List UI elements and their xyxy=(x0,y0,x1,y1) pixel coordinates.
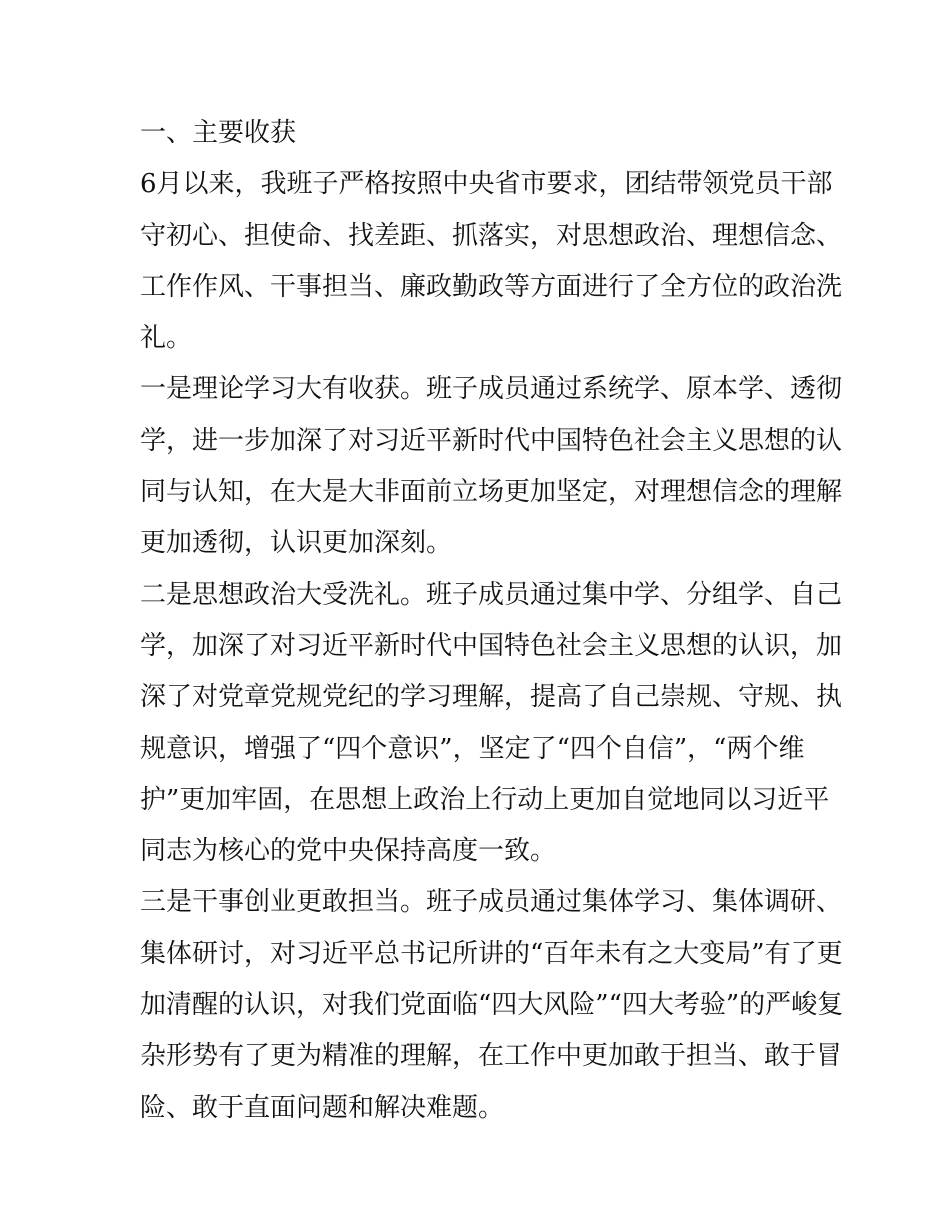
paragraph-line: 学，加深了对习近平新时代中国特色社会主义思想的认识，加 xyxy=(140,630,843,661)
paragraph-line: 险、敢于直面问题和解决难题。 xyxy=(140,1092,505,1123)
paragraph-line: 护”更加牢固，在思想上政治上行动上更加自觉地同以习近平 xyxy=(140,784,830,815)
paragraph-line: 深了对党章党规党纪的学习理解，提高了自己崇规、守规、执 xyxy=(140,682,843,713)
paragraph-line: 同志为核心的党中央保持高度一致。 xyxy=(140,836,557,867)
paragraph-line: 更加透彻，认识更加深刻。 xyxy=(140,528,453,559)
document-body xyxy=(140,108,844,1134)
paragraph-line: 工作作风、干事担当、廉政勤政等方面进行了全方位的政治洗 xyxy=(140,271,843,302)
paragraph-line: 集体研讨，对习近平总书记所讲的“百年未有之大变局”有了更 xyxy=(140,938,843,969)
section-heading: 一、主要收获 xyxy=(140,118,297,148)
paragraph-line: 一是理论学习大有收获。班子成员通过系统学、原本学、透彻 xyxy=(140,374,843,405)
paragraph-line: 礼。 xyxy=(140,323,193,354)
paragraph-line: 6月以来，我班子严格按照中央省市要求，团结带领党员干部 xyxy=(140,169,833,200)
paragraph-line: 二是思想政治大受洗礼。班子成员通过集中学、分组学、自己 xyxy=(140,579,843,610)
paragraph-line: 守初心、担使命、找差距、抓落实，对思想政治、理想信念、 xyxy=(140,220,843,251)
paragraph-line: 学，进一步加深了对习近平新时代中国特色社会主义思想的认 xyxy=(140,425,843,456)
paragraph-line: 三是干事创业更敢担当。班子成员通过集体学习、集体调研、 xyxy=(140,887,843,918)
paragraph-line: 同与认知，在大是大非面前立场更加坚定，对理想信念的理解 xyxy=(140,477,843,508)
paragraph-line: 规意识，增强了“四个意识”，坚定了“四个自信”，“两个维 xyxy=(140,733,805,764)
paragraph-line: 杂形势有了更为精准的理解，在工作中更加敢于担当、敢于冒 xyxy=(140,1041,843,1072)
paragraph-line: 加清醒的认识，对我们党面临“四大风险”“四大考验”的严峻复 xyxy=(140,990,844,1021)
